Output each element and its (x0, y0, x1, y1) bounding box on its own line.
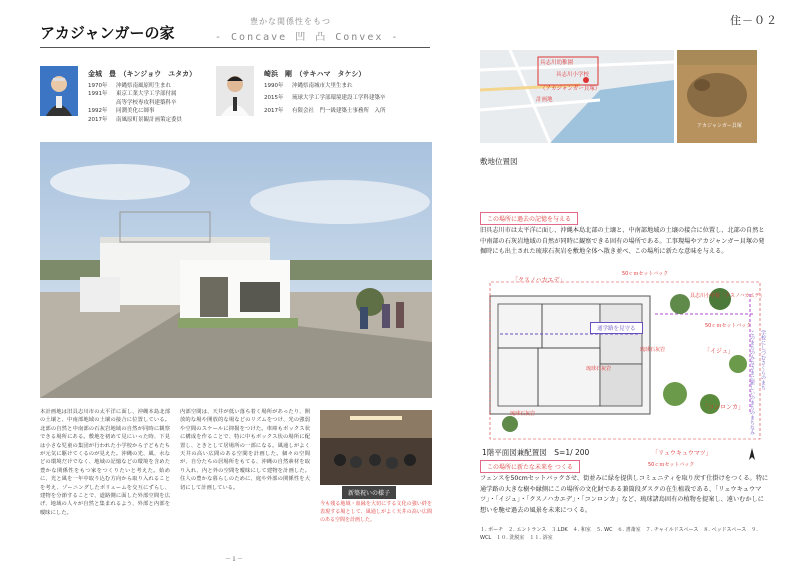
interior-caption: 新築祝いの様子 (342, 486, 396, 499)
site-map-caption: 敷地位置図 (480, 157, 518, 166)
page-title: アカジャンガーの家 (40, 24, 175, 42)
plan-label-setback1: 50ｃｍセットバック (622, 271, 669, 277)
concept-text: - Concave 凹 凸 Convex - (215, 32, 400, 43)
portrait-sakihama (216, 66, 254, 116)
map-label-school: 具志川小学校 (556, 72, 590, 78)
aerial-label: アカジャンガー貝塚 (697, 123, 742, 129)
plan-label-ishi1: 琉球石灰岩 (640, 347, 666, 353)
north-arrow-icon (745, 446, 759, 460)
profile-name: 崎浜 剛 （サキハマ タケシ） (264, 70, 366, 78)
heading-past-memory: この場所に過去の記憶を与える (480, 212, 578, 225)
para-new-future: フェンスを50cmセットバックさせ、街並みに緑を提供しコミュニティを取り戻す仕掛けをつくる。特に通学路の大きな樹や縁側にこの場所の文化財である兼箇段ダスクの在生植栽である、「リュウキュウマツ」・「イジュ」・「クスノハカエデ」・「コンロンカ」など、琉球諸島固有の植物を提案し、遠いむかしに想いを馳せ過去の風景を未来につくる。 (480, 475, 769, 514)
portrait-kinjo (40, 66, 78, 116)
map-label-site: 計画地 (536, 97, 553, 103)
plan-label-school: 具志川小学校「クスノハカエデ」 (690, 293, 765, 299)
plan-label-kusunoha: 「クスノハカエデ」 (512, 277, 566, 284)
site-map (480, 50, 674, 143)
profile-kinjo: 金城 豊 （キンジョウ ユタカ） 1970年 沖縄県南風原町生まれ 1991年 東京工業大学工学部付属 高等学校専攻科建築科卒 1992年 同潤美化に師事 2017年 南風原町景観計画策定委員 (88, 70, 228, 124)
body-text-col1: 本計画地は旧具志川市の太平洋に面し、沖縄本島北部の土壌と、中南部地域の土壌の接合に位置している。北部の自然と中南部の石灰岩地域の自然が同時に観察できる場所にある。敷地を初めて見にいった時、下見は小さな児童の集団が行われた小学校から子どもたちが元気に駆けてくるのが見えた。沖縄の光、風、水などの環境だけでなく、地域の記憶などの環境を含めた豊かな関係性をもつ家をつくりたいと考えた。始めに、光と風を一年中取り込む方向から取り入れることを考え、ゾーニングしたボリュームを交互にずらし、建物を分節することで、道路側に面した外部空間を広げ、地域の人々が自然と集まれるよう、外部と内部を曖昧にした。 (40, 409, 170, 516)
map-label-shellmound: （アカジャンガー貝塚） (540, 86, 601, 92)
plan-label-iju: 「イジュ」 (704, 348, 734, 355)
plan-vertical2: 学校にしづむさくらのまち (760, 330, 766, 390)
plan-title: 1階平面図兼配置図 S=1/ 200 (482, 448, 590, 457)
profile-sakihama: 崎浜 剛 （サキハマ タケシ） 1990年 沖縄県南城市大里生まれ 2015年 琉球大学工学部環境建設工学科建築卒 2017年 有限会社 門一級建築士事務所 入所 (264, 70, 434, 115)
profile-name: 金城 豊 （キンジョウ ユタカ） (88, 70, 197, 78)
heading-new-future: この場所に新たな未来を つくる (480, 460, 580, 473)
plan-label-ryukyu: 「リュウキュウマツ」 (652, 450, 712, 457)
page-number-left: －１－ (225, 556, 244, 563)
plan-label-ishi2: 琉球石灰岩 (586, 366, 612, 372)
tagline: 豊かな関係性をもつ (250, 17, 331, 26)
plan-label-setback3: 50ｃｍセットバック (648, 462, 695, 468)
header-rule (40, 47, 430, 48)
plan-legend: １. ポーチ ２. エントランス ３.LDK ４. 和室 ５. WC ６. 書斎室 ７. チャイルドスペース ８. ベッドスペース ９. WCL １０. 洗脱室 １１. 浴室 (480, 527, 758, 541)
plan-label-ishi3: 琉球石灰岩 (510, 411, 536, 417)
floor-plan (480, 274, 770, 446)
body-text-col2: 内部空間は、天井が低い落ち着く場所があったり、開放的な場や開放的な場などのリズムをつけ、光の強弱や空間のスケールに抑揚をつけた。車庫もボックス状に構成を作ることで、特に中もボックス状の場所に配置し、ときとして居場所の一部になる。風通しがよく天井の高い広間のある空間を計画した。個々の空間が、自分たちの居場所をもてる、沖縄の自然素材を取り入れ、内と外の空間を曖昧にして建物を計画した。住人の豊かな暮らしのために、庭や外部の関係性を大切にして計画している。 (180, 409, 310, 491)
plan-vertical1: このまちのみなさまに新しいのまちのまちなみ (749, 330, 755, 435)
exterior-photo (40, 142, 432, 398)
map-label-kindergarten: 具志川幼稚園 (540, 60, 574, 66)
plan-label-setback2: 50ｃｍセットバック (705, 323, 752, 329)
page-id: 住－０２ (730, 14, 778, 27)
interior-note: 今も残る地域・血縁を大切にする文化の強い絆を表現する場として、風通しがよく天井の高い広間のある空間を計画した。 (320, 501, 432, 523)
interior-photo (320, 410, 432, 485)
para-past-memory: 旧具志川市は太平洋に面し、沖縄本島北部の土壌と、中南部地域の土壌の接合に位置し、北部の自然と中南部の石灰岩地域の自然が同時に観察できる固有の場所である。工事現場やアカジャンガー貝塚の発掘時にも出土された琉球石灰岩を敷地全体へ散き並べ、この場所に新たな意味を与える。 (480, 227, 765, 255)
plan-label-route: 通学路を見守る (590, 322, 643, 334)
aerial-photo (677, 50, 757, 143)
plan-label-konronka: 「コンロンカ」 (702, 404, 745, 411)
